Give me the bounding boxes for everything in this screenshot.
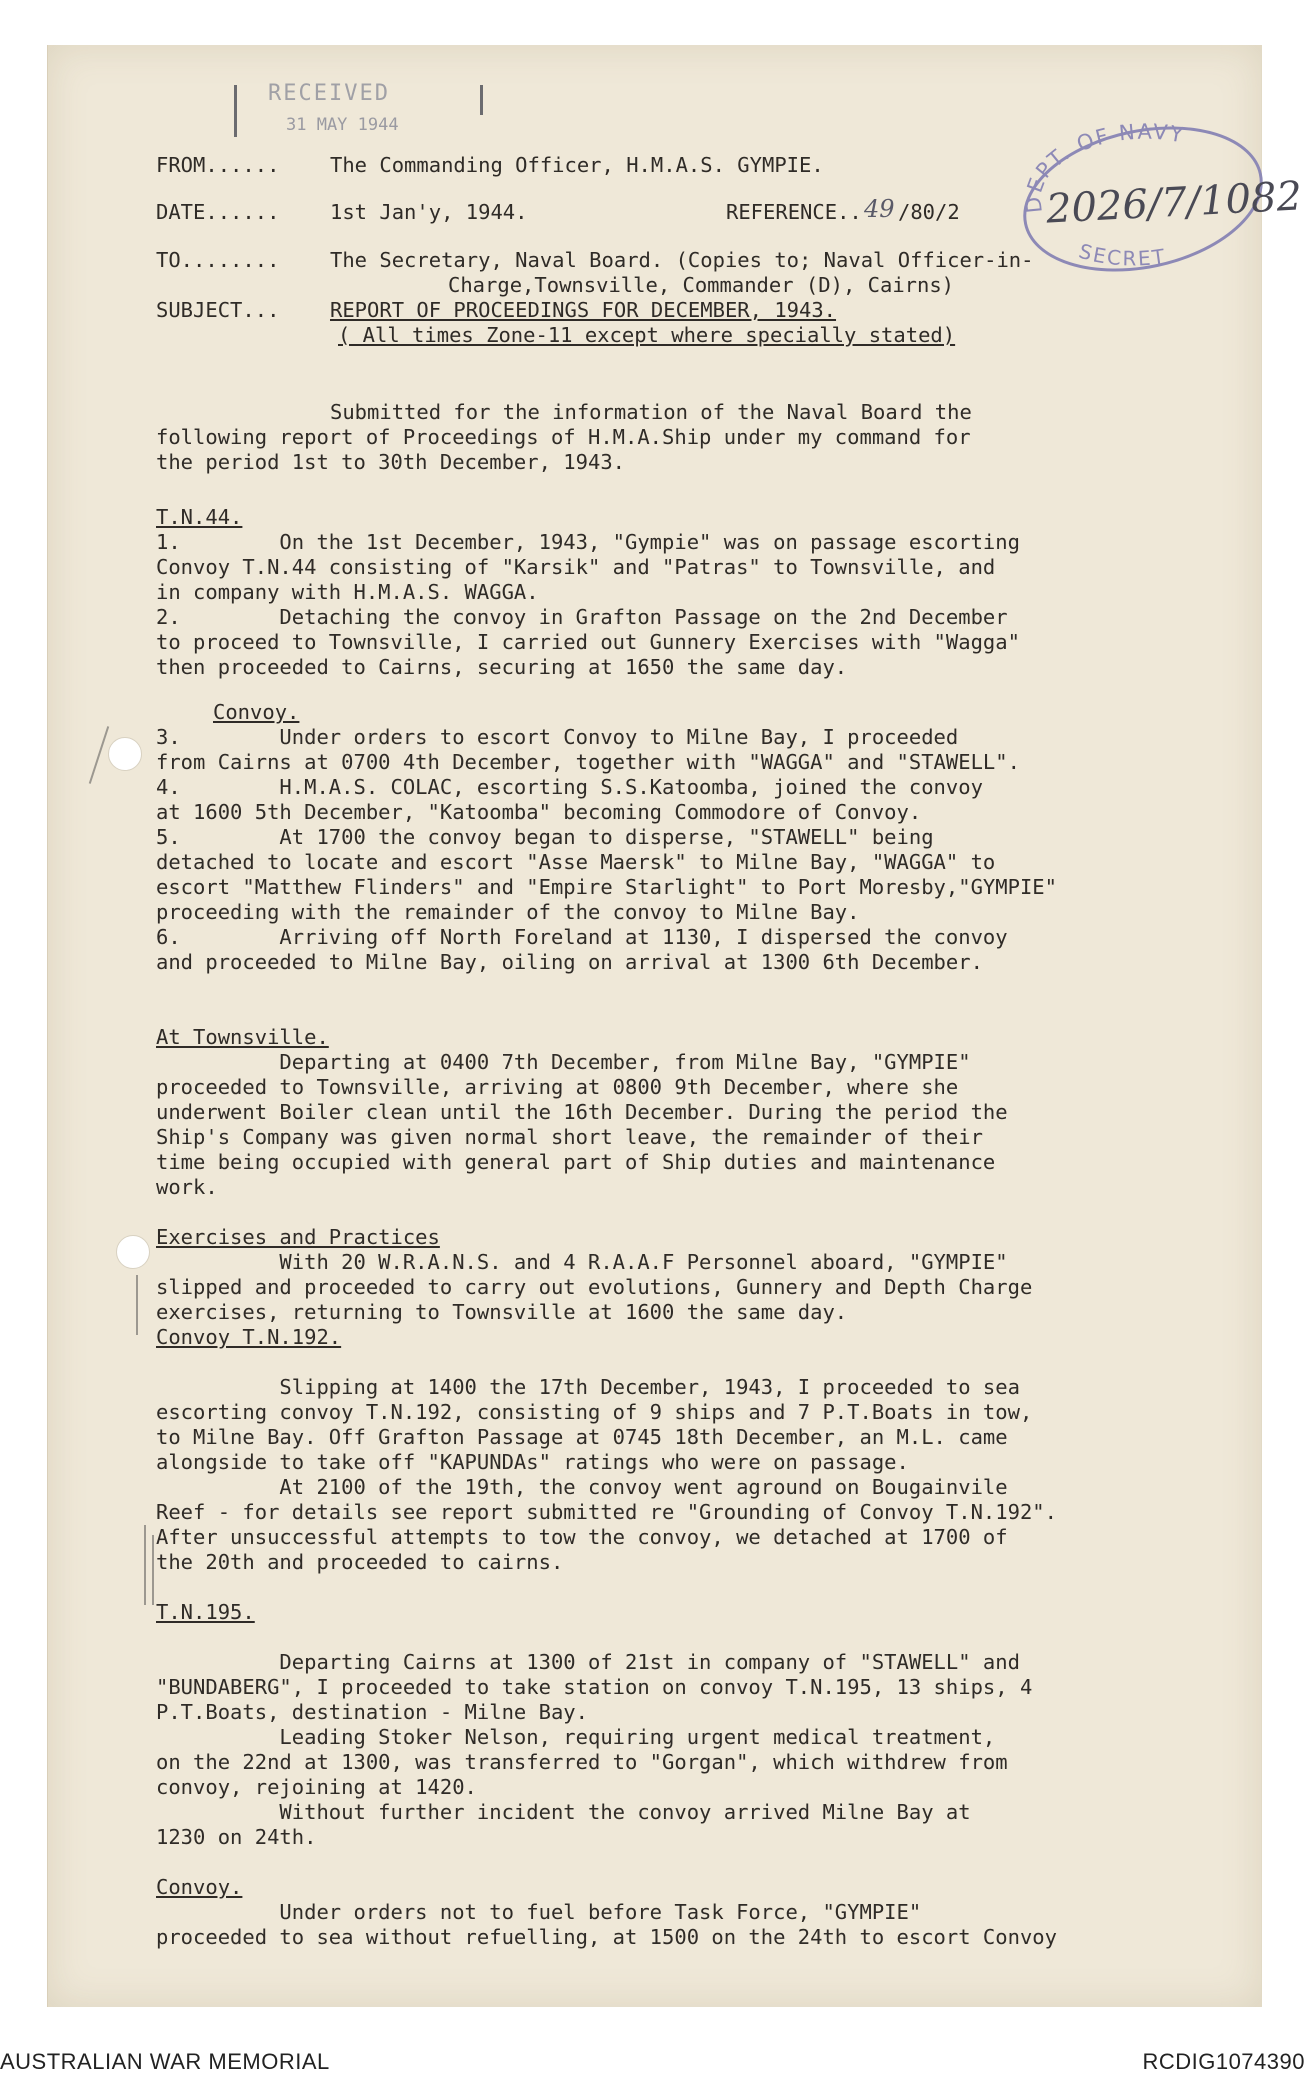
- date-label: DATE......: [156, 200, 280, 224]
- section-body-tn192: [156, 1375, 1057, 1575]
- text-line: Ship's Company was given normal short leave, the remainder of their: [156, 1125, 983, 1149]
- footer-archive-name: AUSTRALIAN WAR MEMORIAL: [0, 2049, 330, 2074]
- text-line: time being occupied with general part of Ship duties and maintenance: [156, 1150, 996, 1174]
- section-heading-tn192: Convoy T.N.192.: [156, 1325, 342, 1349]
- section-body-tn195: [156, 1650, 1032, 1850]
- text-line: and proceeded to Milne Bay, oiling on arrival at 1300 6th December.: [156, 950, 983, 974]
- text-line: on the 22nd at 1300, was transferred to "Gorgan", which withdrew from: [156, 1750, 1008, 1774]
- text-line: Departing Cairns at 1300 of 21st in company of "STAWELL" and: [156, 1650, 1020, 1674]
- handwritten-file-number: 2026/7/1082: [1044, 173, 1304, 233]
- text-line: slipped and proceeded to carry out evolutions, Gunnery and Depth Charge: [156, 1275, 1033, 1299]
- received-stamp-date: 31 MAY 1944: [286, 115, 399, 135]
- to-line-2: Charge,Townsville, Commander (D), Cairns): [448, 273, 955, 297]
- text-line: to Milne Bay. Off Grafton Passage at 0745 18th December, an M.L. came: [156, 1425, 1008, 1449]
- margin-bracket-mark: [144, 1525, 146, 1605]
- footer-archive-id: RCDIG1074390: [1142, 2049, 1305, 2074]
- section-heading-convoy-final: Convoy.: [156, 1875, 243, 1899]
- to-label: TO........: [156, 248, 280, 272]
- text-line: the period 1st to 30th December, 1943.: [156, 450, 625, 474]
- text-line: then proceeded to Cairns, securing at 1650 the same day.: [156, 655, 848, 679]
- text-line: underwent Boiler clean until the 16th December. During the period the: [156, 1100, 1008, 1124]
- text-line: escort "Matthew Flinders" and "Empire Starlight" to Port Moresby,"GYMPIE": [156, 875, 1057, 899]
- section-body-exercises: [156, 1250, 1032, 1325]
- text-line: At 2100 of the 19th, the convoy went aground on Bougainvile: [156, 1475, 1008, 1499]
- section-heading-exercises: Exercises and Practices: [156, 1225, 440, 1249]
- received-stamp: [258, 73, 478, 143]
- text-line: in company with H.M.A.S. WAGGA.: [156, 580, 539, 604]
- subject-label: SUBJECT...: [156, 298, 280, 322]
- stamp-border-left: [234, 85, 237, 137]
- from-value: The Commanding Officer, H.M.A.S. GYMPIE.: [330, 153, 824, 177]
- from-label: FROM......: [156, 153, 280, 177]
- paper-sheet: [47, 45, 1304, 2007]
- text-line: proceeded to Townsville, arriving at 0800 9th December, where she: [156, 1075, 959, 1099]
- text-line: "BUNDABERG", I proceeded to take station on convoy T.N.195, 13 ships, 4: [156, 1675, 1033, 1699]
- section-body-tn44: [156, 530, 1020, 680]
- section-heading-tn195: T.N.195.: [156, 1600, 255, 1624]
- reference-handwritten: 49: [864, 195, 895, 223]
- date-value: 1st Jan'y, 1944.: [330, 200, 528, 224]
- received-stamp-label: RECEIVED: [268, 81, 390, 106]
- text-line: 2. Detaching the convoy in Grafton Passage on the 2nd December: [156, 605, 1008, 629]
- section-heading-townsville: At Townsville.: [156, 1025, 329, 1049]
- text-line: 1230 on 24th.: [156, 1825, 317, 1849]
- text-line: proceeding with the remainder of the convoy to Milne Bay.: [156, 900, 860, 924]
- dept-stamp-bottom-text: SECRET: [1076, 238, 1168, 271]
- text-line: to proceed to Townsville, I carried out Gunnery Exercises with "Wagga": [156, 630, 1020, 654]
- text-line: After unsuccessful attempts to tow the convoy, we detached at 1700 of: [156, 1525, 1008, 1549]
- text-line: Convoy T.N.44 consisting of "Karsik" and "Patras" to Townsville, and: [156, 555, 996, 579]
- section-body-convoy-final: [156, 1900, 1057, 1950]
- to-line-1: The Secretary, Naval Board. (Copies to; Naval Officer-in-: [330, 248, 1034, 272]
- text-line: at 1600 5th December, "Katoomba" becoming Commodore of Convoy.: [156, 800, 922, 824]
- text-line: Under orders not to fuel before Task Force, "GYMPIE": [156, 1900, 922, 1924]
- margin-pencil-mark: [89, 726, 109, 784]
- intro-paragraph: [156, 400, 972, 475]
- subject-line-2: ( All times Zone-11 except where specially stated): [338, 323, 956, 347]
- section-heading-tn44: T.N.44.: [156, 505, 243, 529]
- text-line: 4. H.M.A.S. COLAC, escorting S.S.Katoomba, joined the convoy: [156, 775, 983, 799]
- text-line: detached to locate and escort "Asse Maersk" to Milne Bay, "WAGGA" to: [156, 850, 996, 874]
- section-heading-convoy: Convoy.: [213, 700, 300, 724]
- subject-line-1: REPORT OF PROCEEDINGS FOR DECEMBER, 1943.: [330, 298, 837, 322]
- punch-hole-top: [108, 737, 142, 771]
- section-body-townsville: [156, 1050, 1008, 1200]
- text-line: With 20 W.R.A.N.S. and 4 R.A.A.F Personnel aboard, "GYMPIE": [156, 1250, 1008, 1274]
- reference-value: /80/2: [898, 200, 960, 224]
- text-line: escorting convoy T.N.192, consisting of 9 ships and 7 P.T.Boats in tow,: [156, 1400, 1033, 1424]
- text-line: Slipping at 1400 the 17th December, 1943, I proceeded to sea: [156, 1375, 1020, 1399]
- margin-bracket-mark: [152, 1535, 154, 1605]
- margin-bracket-mark: [136, 1275, 138, 1335]
- text-line: following report of Proceedings of H.M.A.Ship under my command for: [156, 425, 971, 449]
- text-line: 6. Arriving off North Foreland at 1130, I dispersed the convoy: [156, 925, 1008, 949]
- reference-label: REFERENCE..: [726, 200, 862, 224]
- dept-stamp-top-text: DEPT. OF NAVY: [1021, 119, 1187, 215]
- text-line: Leading Stoker Nelson, requiring urgent medical treatment,: [156, 1725, 996, 1749]
- text-line: 1. On the 1st December, 1943, "Gympie" was on passage escorting: [156, 530, 1020, 554]
- text-line: the 20th and proceeded to cairns.: [156, 1550, 564, 1574]
- text-line: P.T.Boats, destination - Milne Bay.: [156, 1700, 588, 1724]
- text-line: work.: [156, 1175, 218, 1199]
- svg-text:SECRET: [1076, 239, 1168, 271]
- text-line: convoy, rejoining at 1420.: [156, 1775, 477, 1799]
- section-body-convoy: [156, 725, 1057, 975]
- stamp-border-right: [480, 85, 483, 115]
- text-line: Reef - for details see report submitted re "Grounding of Convoy T.N.192".: [156, 1500, 1057, 1524]
- text-line: 3. Under orders to escort Convoy to Milne Bay, I proceeded: [156, 725, 959, 749]
- text-line: Submitted for the information of the Naval Board the: [330, 400, 972, 424]
- text-line: alongside to take off "KAPUNDAs" ratings who were on passage.: [156, 1450, 909, 1474]
- text-line: exercises, returning to Townsville at 1600 the same day.: [156, 1300, 848, 1324]
- punch-hole-bottom: [116, 1235, 150, 1269]
- text-line: proceeded to sea without refuelling, at 1500 on the 24th to escort Convoy: [156, 1925, 1057, 1949]
- text-line: Without further incident the convoy arrived Milne Bay at: [156, 1800, 971, 1824]
- text-line: Departing at 0400 7th December, from Milne Bay, "GYMPIE": [156, 1050, 971, 1074]
- text-line: from Cairns at 0700 4th December, together with "WAGGA" and "STAWELL".: [156, 750, 1020, 774]
- text-line: 5. At 1700 the convoy began to disperse, "STAWELL" being: [156, 825, 934, 849]
